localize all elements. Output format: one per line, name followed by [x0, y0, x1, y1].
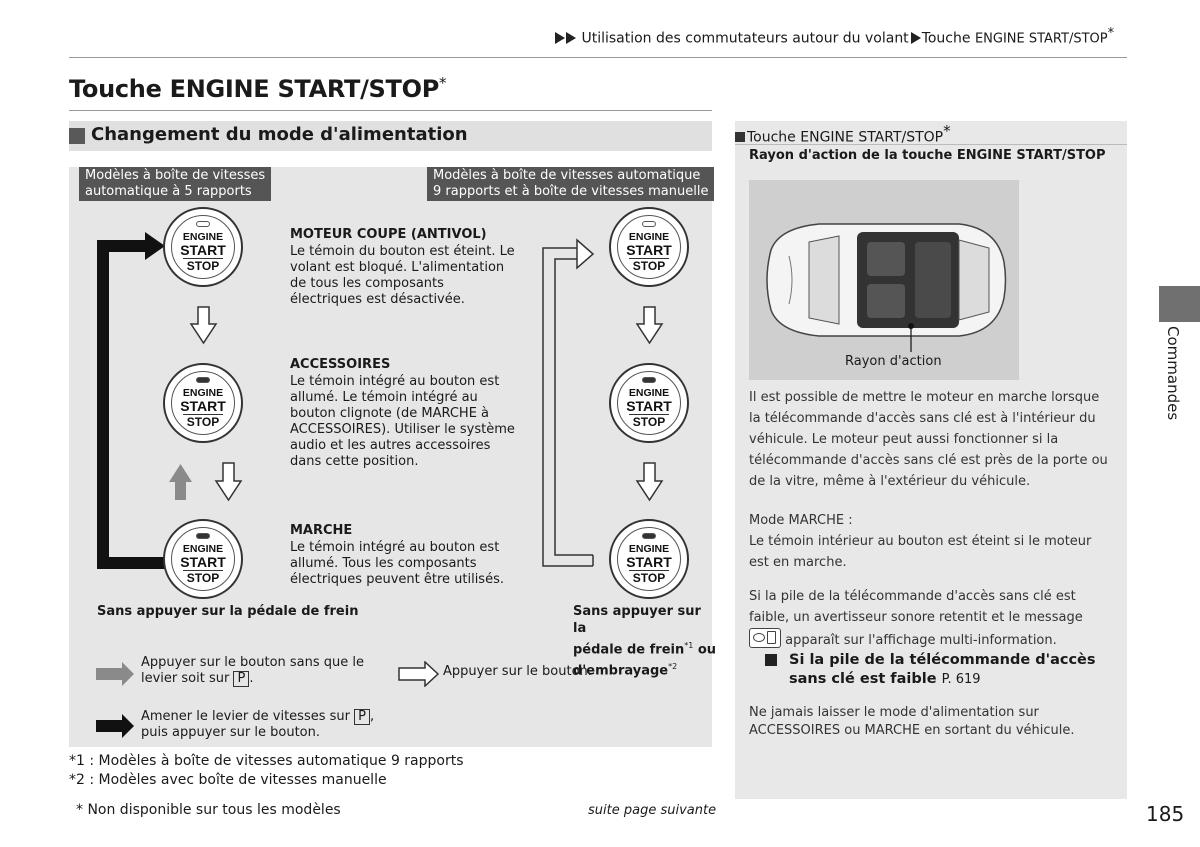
car-range-illustration [749, 180, 1019, 380]
footnote-1: *1 : Modèles à boîte de vitesses automatique 9 rapports [69, 753, 464, 769]
section-header [69, 121, 712, 151]
tag-line: 9 rapports et à boîte de vitesses manuelle [433, 184, 709, 199]
mode-title: ACCESSOIRES [290, 357, 391, 372]
sidebar-paragraph: Si la pile de la télécommande d'accès sans clé est faible, un avertisseur sonore retentit et le message apparaît sur l'affichage multi-information. [749, 589, 1083, 648]
continued-note: suite page suivante [588, 803, 717, 818]
tag-line: Modèles à boîte de vitesses [85, 168, 266, 183]
key-battery-icon [749, 628, 781, 648]
black-cycle-arrow-icon [97, 232, 167, 569]
chapter-tab-label: Commandes [1164, 326, 1182, 421]
tag-line: Modèles à boîte de vitesses automatique [433, 168, 701, 183]
mode-off [290, 227, 518, 308]
button-label-engine: ENGINE [182, 231, 224, 243]
square-bullet-icon [69, 128, 85, 144]
sidebar-paragraph-text: Le témoin intérieur au bouton est éteint si le moteur est en marche. [749, 534, 1092, 570]
button-label-start: START [626, 398, 672, 414]
sidebar-subtitle: Rayon d'action de la touche ENGINE START/STOP [749, 148, 1106, 163]
chapter-tab [1159, 286, 1200, 322]
car-top-view-icon [749, 180, 1019, 380]
white-cycle-arrow-icon [543, 240, 593, 566]
breadcrumb-section: Utilisation des commutateurs autour du volant [581, 30, 909, 47]
button-label-start: START [626, 242, 672, 258]
button-label-start: START [626, 554, 672, 570]
button-indicator-led-on [196, 533, 210, 539]
button-label-start: START [180, 242, 226, 258]
mode-on [290, 523, 518, 588]
black-arrow-icon [96, 714, 136, 738]
breadcrumb-star: * [1107, 26, 1115, 41]
breadcrumb [555, 26, 1114, 47]
header-rule [69, 57, 1127, 58]
button-label-stop: STOP [632, 259, 666, 273]
mode-description: Le témoin du bouton est éteint. Le volant est bloqué. L'alimentation de tous les composants électriques est désactivée. [290, 244, 515, 307]
button-label-engine: ENGINE [628, 387, 670, 399]
breadcrumb-page: Touche [921, 30, 971, 47]
button-label-start: START [180, 554, 226, 570]
page-number: 185 [1146, 802, 1185, 826]
condition-right [573, 603, 717, 680]
footnote-2: *2 : Modèles avec boîte de vitesses manuelle [69, 772, 387, 788]
cross-reference-page[interactable]: P. 619 [941, 672, 981, 687]
page-title-text: Touche ENGINE START/STOP [69, 75, 440, 103]
legend-line: Appuyer sur le bouton sans que le [141, 655, 365, 670]
triangle-arrow-icon [555, 32, 565, 44]
button-indicator-led-on [196, 377, 210, 383]
car-range-label: Rayon d'action [845, 354, 942, 369]
legend-line: puis appuyer sur le bouton. [141, 725, 320, 740]
button-label-stop: STOP [186, 415, 220, 429]
mode-title: MOTEUR COUPE (ANTIVOL) [290, 227, 487, 242]
engine-start-stop-button-off [163, 207, 243, 287]
condition-left: Sans appuyer sur la pédale de frein [97, 604, 359, 619]
p-position-symbol: P [233, 671, 249, 687]
title-rule [69, 110, 712, 111]
gray-arrow-icon [96, 662, 136, 686]
sidebar-title: Touche ENGINE START/STOP* [735, 122, 951, 146]
condition-line: Sans appuyer sur la [573, 604, 701, 636]
mode-description: Le témoin intégré au bouton est allumé. Le témoin intégré au bouton clignote (de MARCHE à ACCESSOIRES). Utiliser le système audio et les autres accessoires dans cette position. [290, 374, 515, 469]
cross-reference-link[interactable] [765, 651, 1115, 689]
condition-line: d'embrayage$^{*2}$ [573, 662, 678, 679]
engine-start-stop-button-off [609, 207, 689, 287]
tag-9-speed-manual [427, 167, 714, 201]
section-title: Changement du mode d'alimentation [91, 124, 468, 145]
down-arrow-icon [637, 307, 662, 343]
sidebar-paragraph: Ne jamais laisser le mode d'alimentation sur ACCESSOIRES ou MARCHE en sortant du véhicule. [749, 705, 1075, 738]
legend-black-arrow [141, 709, 401, 741]
button-label-engine: ENGINE [182, 543, 224, 555]
tag-5-speed [79, 167, 271, 201]
p-position-symbol: P [354, 709, 370, 725]
button-label-stop: STOP [186, 259, 220, 273]
button-indicator-led-on [642, 377, 656, 383]
button-label-stop: STOP [632, 415, 666, 429]
condition-line: pédale de frein$^{*1}$ ou [573, 641, 717, 658]
sidebar-paragraph [749, 510, 1114, 573]
page-title [69, 74, 446, 103]
legend-line: Amener le levier de vitesses sur P , [141, 709, 375, 724]
sidebar-paragraph-title: Mode MARCHE : [749, 513, 853, 528]
down-arrow-icon [637, 463, 662, 500]
engine-start-stop-button-on [163, 519, 243, 599]
down-arrow-icon [216, 463, 241, 500]
button-indicator-led [642, 221, 656, 227]
legend-white-arrow: Appuyer sur le bouton. [443, 664, 592, 679]
link-arrow-icon [765, 654, 777, 666]
white-arrow-icon [398, 661, 440, 687]
engine-start-stop-button-accessory [609, 363, 689, 443]
triangle-arrow-icon [566, 32, 576, 44]
cross-reference-text[interactable]: Si la pile de la télécommande d'accès sans clé est faible [789, 652, 1096, 687]
mode-accessory [290, 357, 518, 470]
gray-up-arrow-icon [169, 464, 192, 500]
engine-start-stop-button-accessory [163, 363, 243, 443]
button-label-engine: ENGINE [628, 543, 670, 555]
tag-line: automatique à 5 rapports [85, 184, 252, 199]
legend-gray-arrow [141, 655, 381, 687]
button-indicator-led-on [642, 533, 656, 539]
page-title-star: * [439, 74, 447, 92]
mode-title: MARCHE [290, 523, 353, 538]
legend-line: levier soit sur P . [141, 671, 254, 686]
button-label-start: START [180, 398, 226, 414]
button-label-stop: STOP [632, 571, 666, 585]
down-arrow-icon [191, 307, 216, 343]
button-label-engine: ENGINE [182, 387, 224, 399]
button-indicator-led [196, 221, 210, 227]
sidebar-paragraph: Il est possible de mettre le moteur en marche lorsque la télécommande d'accès sans clé est à l'intérieur du véhicule. Le moteur peut aussi fonctionner si la télécommande d'accès sans clé est près de la porte ou de la vitre, même à l'extérieur du véhicule. [749, 390, 1108, 489]
triangle-arrow-icon [911, 32, 921, 44]
breadcrumb-page-suffix: ENGINE START/STOP [974, 31, 1108, 47]
mode-description: Le témoin intégré au bouton est allumé. Tous les composants électriques peuvent être utilisés. [290, 540, 504, 587]
engine-start-stop-button-on [609, 519, 689, 599]
reference-icon [735, 132, 745, 142]
button-label-engine: ENGINE [628, 231, 670, 243]
availability-note: * Non disponible sur tous les modèles [76, 802, 341, 818]
button-label-stop: STOP [186, 571, 220, 585]
